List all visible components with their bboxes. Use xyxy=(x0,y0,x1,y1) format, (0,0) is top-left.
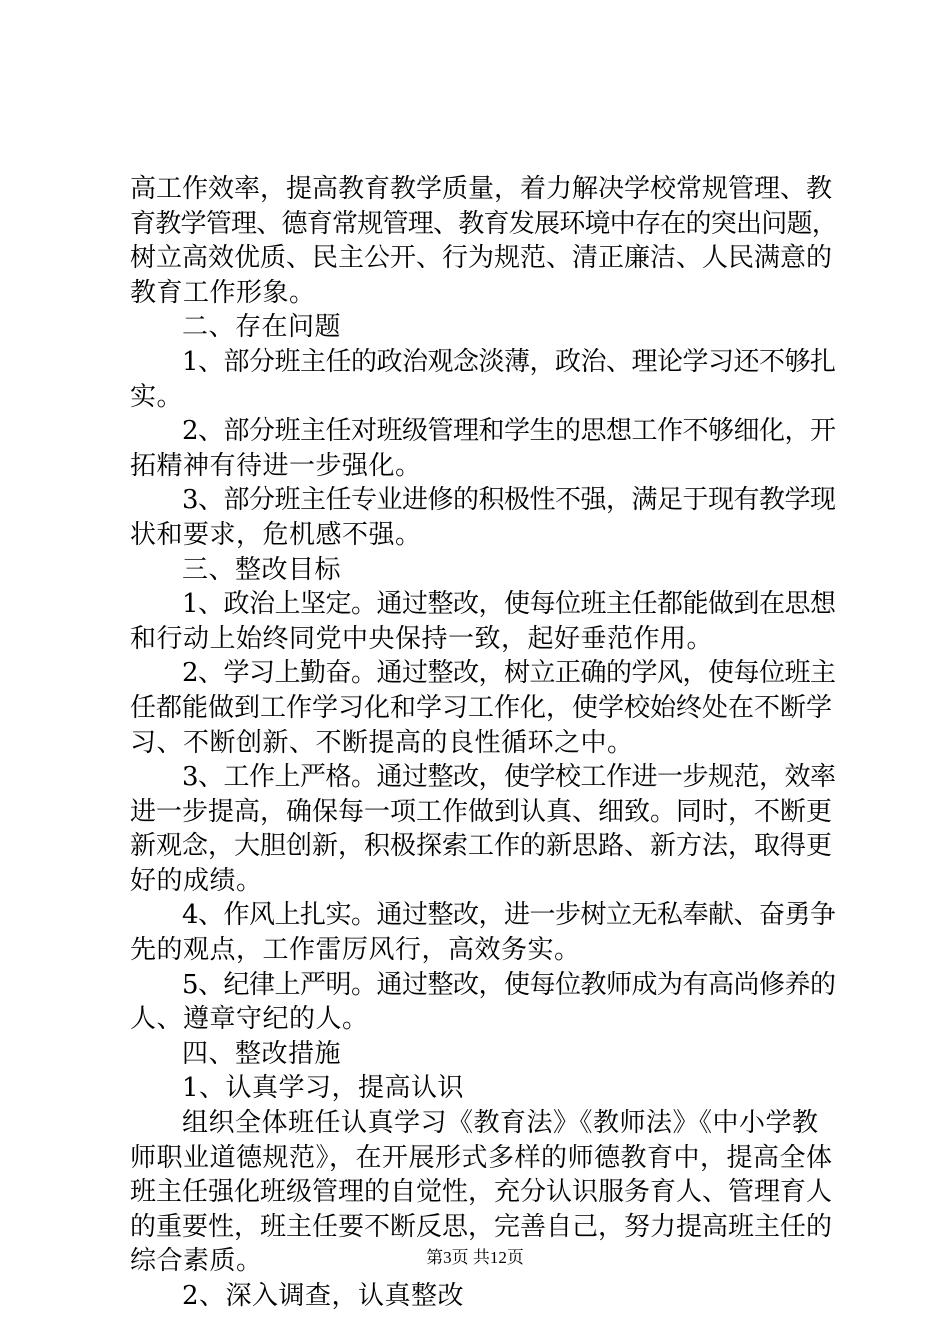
text-line: 1、认真学习，提高认识 xyxy=(182,1073,465,1104)
text-line: 综合素质。 xyxy=(130,1246,263,1277)
text-line: 树立高效优质、民主公开、行为规范、清正廉洁、人民满意的 xyxy=(130,243,833,274)
text-line: 任都能做到工作学习化和学习工作化，使学校始终处在不断学 xyxy=(130,692,833,723)
text-line: 班主任强化班级管理的自觉性，充分认识服务育人、管理育人 xyxy=(130,1177,833,1208)
text-line: 2、部分班主任对班级管理和学生的思想工作不够细化，开 xyxy=(182,416,836,447)
text-line: 1、部分班主任的政治观念淡薄，政治、理论学习还不够扎 xyxy=(182,346,836,377)
text-line: 先的观点，工作雷厉风行，高效务实。 xyxy=(130,935,581,966)
text-line: 3、工作上严格。通过整改，使学校工作进一步规范，效率 xyxy=(182,762,836,793)
text-line: 2、深入调查，认真整改 xyxy=(182,1281,465,1311)
text-line: 师职业道德规范》，在开展形式多样的师德教育中，提高全体 xyxy=(130,1142,833,1173)
text-line: 二、存在问题 xyxy=(182,312,342,343)
text-line: 4、作风上扎实。通过整改，进一步树立无私奉献、奋勇争 xyxy=(182,900,836,931)
text-line: 实。 xyxy=(130,381,184,412)
text-line: 1、政治上坚定。通过整改，使每位班主任都能做到在思想 xyxy=(182,589,836,620)
text-line: 高工作效率，提高教育教学质量，着力解决学校常规管理、教 xyxy=(130,174,833,204)
text-line: 进一步提高，确保每一项工作做到认真、细致。同时，不断更 xyxy=(130,796,833,827)
text-line: 好的成绩。 xyxy=(130,865,263,896)
text-line: 教育工作形象。 xyxy=(130,277,316,308)
text-line: 习、不断创新、不断提高的良性循环之中。 xyxy=(130,727,634,758)
text-line: 人、遵章守纪的人。 xyxy=(130,1004,369,1035)
text-line: 四、整改措施 xyxy=(182,1038,342,1069)
text-line: 的重要性，班主任要不断反思，完善自己，努力提高班主任的 xyxy=(130,1211,833,1242)
text-line: 组织全体班任认真学习《教育法》《教师法》《中小学教 xyxy=(182,1108,819,1139)
text-line: 5、纪律上严明。通过整改，使每位教师成为有高尚修养的 xyxy=(182,969,836,1000)
text-line: 3、部分班主任专业进修的积极性不强，满足于现有教学现 xyxy=(182,485,836,516)
text-line: 三、整改目标 xyxy=(182,554,342,585)
text-line: 2、学习上勤奋。通过整改，树立正确的学风，使每位班主 xyxy=(182,658,836,689)
text-line: 新观念，大胆创新，积极探索工作的新思路、新方法，取得更 xyxy=(130,831,833,862)
text-line: 育教学管理、德育常规管理、教育发展环境中存在的突出问题， xyxy=(130,208,838,239)
page-footer: 第3页 共12页 xyxy=(426,1248,524,1267)
body-text xyxy=(130,172,838,1314)
text-line: 和行动上始终同党中央保持一致，起好垂范作用。 xyxy=(130,623,714,654)
text-line: 拓精神有待进一步强化。 xyxy=(130,450,422,481)
text-line: 状和要求，危机感不强。 xyxy=(130,519,422,550)
